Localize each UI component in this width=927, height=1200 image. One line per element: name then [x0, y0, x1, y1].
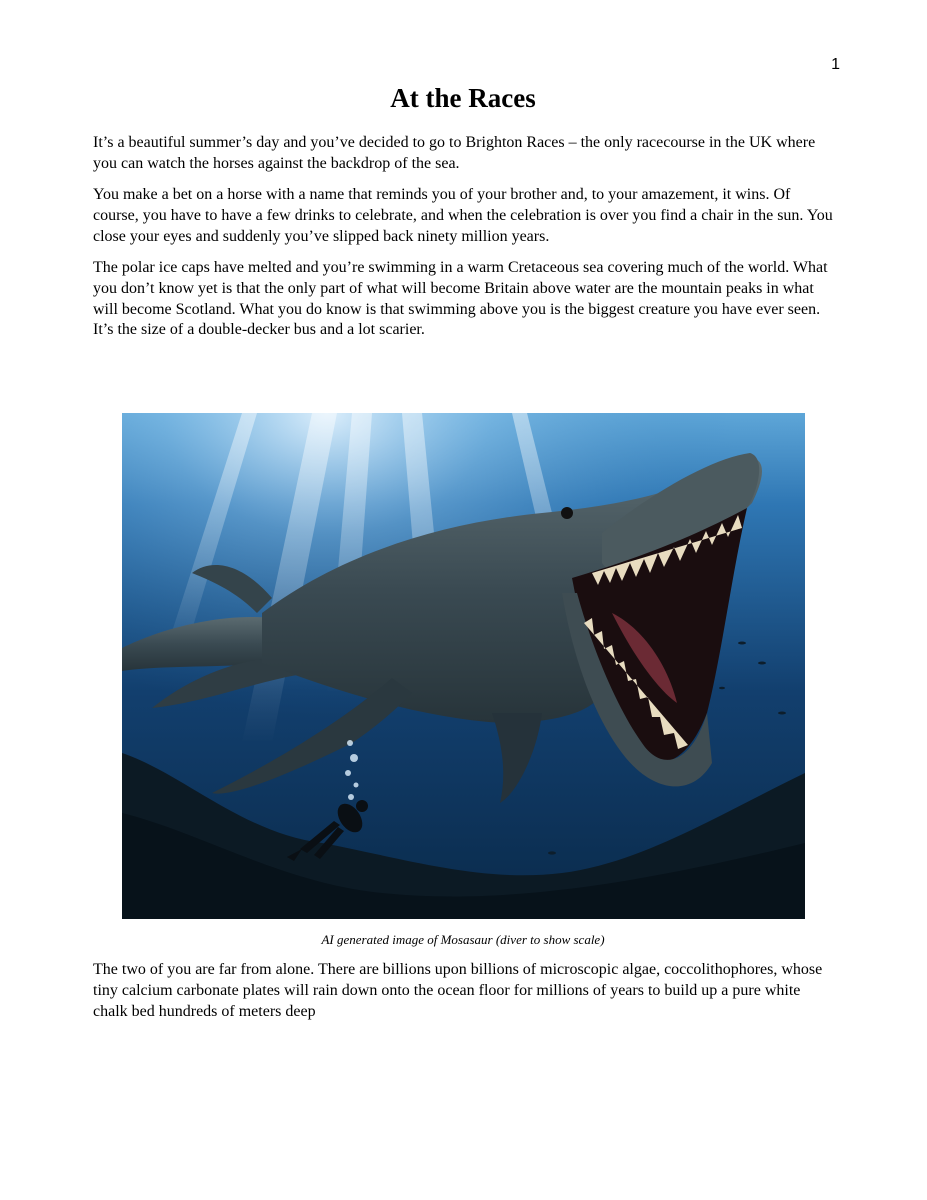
paragraph-cretaceous: The polar ice caps have melted and you’re swimming in a warm Cretaceous sea covering much of the world. What you don’t know yet is that the only part of what will become Britain above water are the mountain peaks in what will become Scotland. What you do know is that swimming above you is the biggest creature you have ever seen. It’s the size of a double-decker bus and a lot scarier.: [93, 259, 828, 339]
page-number: 1: [831, 56, 840, 73]
paragraph-intro: It’s a beautiful summer’s day and you’ve decided to go to Brighton Races – the only racecourse in the UK where you can watch the horses against the backdrop of the sea.: [93, 134, 816, 172]
figure-caption: AI generated image of Mosasaur (diver to show scale): [321, 932, 605, 947]
paragraph-bet: You make a bet on a horse with a name that reminds you of your brother and, to your amazement, it wins. Of course, you have to have a few drinks to celebrate, and when the celebration is over you find a chair in the sun. You close your eyes and suddenly you’ve slipped back ninety million years.: [93, 186, 833, 245]
page-title: At the Races: [390, 83, 536, 113]
paragraph-coccolithophores: The two of you are far from alone. There are billions upon billions of microscopic algae, coccolithophores, whose tiny calcium carbonate plates will rain down onto the ocean floor for millions of years to build up a pure white chalk bed hundreds of meters deep: [93, 961, 823, 1020]
mosasaur-eye: [561, 507, 573, 519]
mosasaur-illustration: [122, 413, 805, 919]
mosasaur-image: [122, 413, 805, 919]
